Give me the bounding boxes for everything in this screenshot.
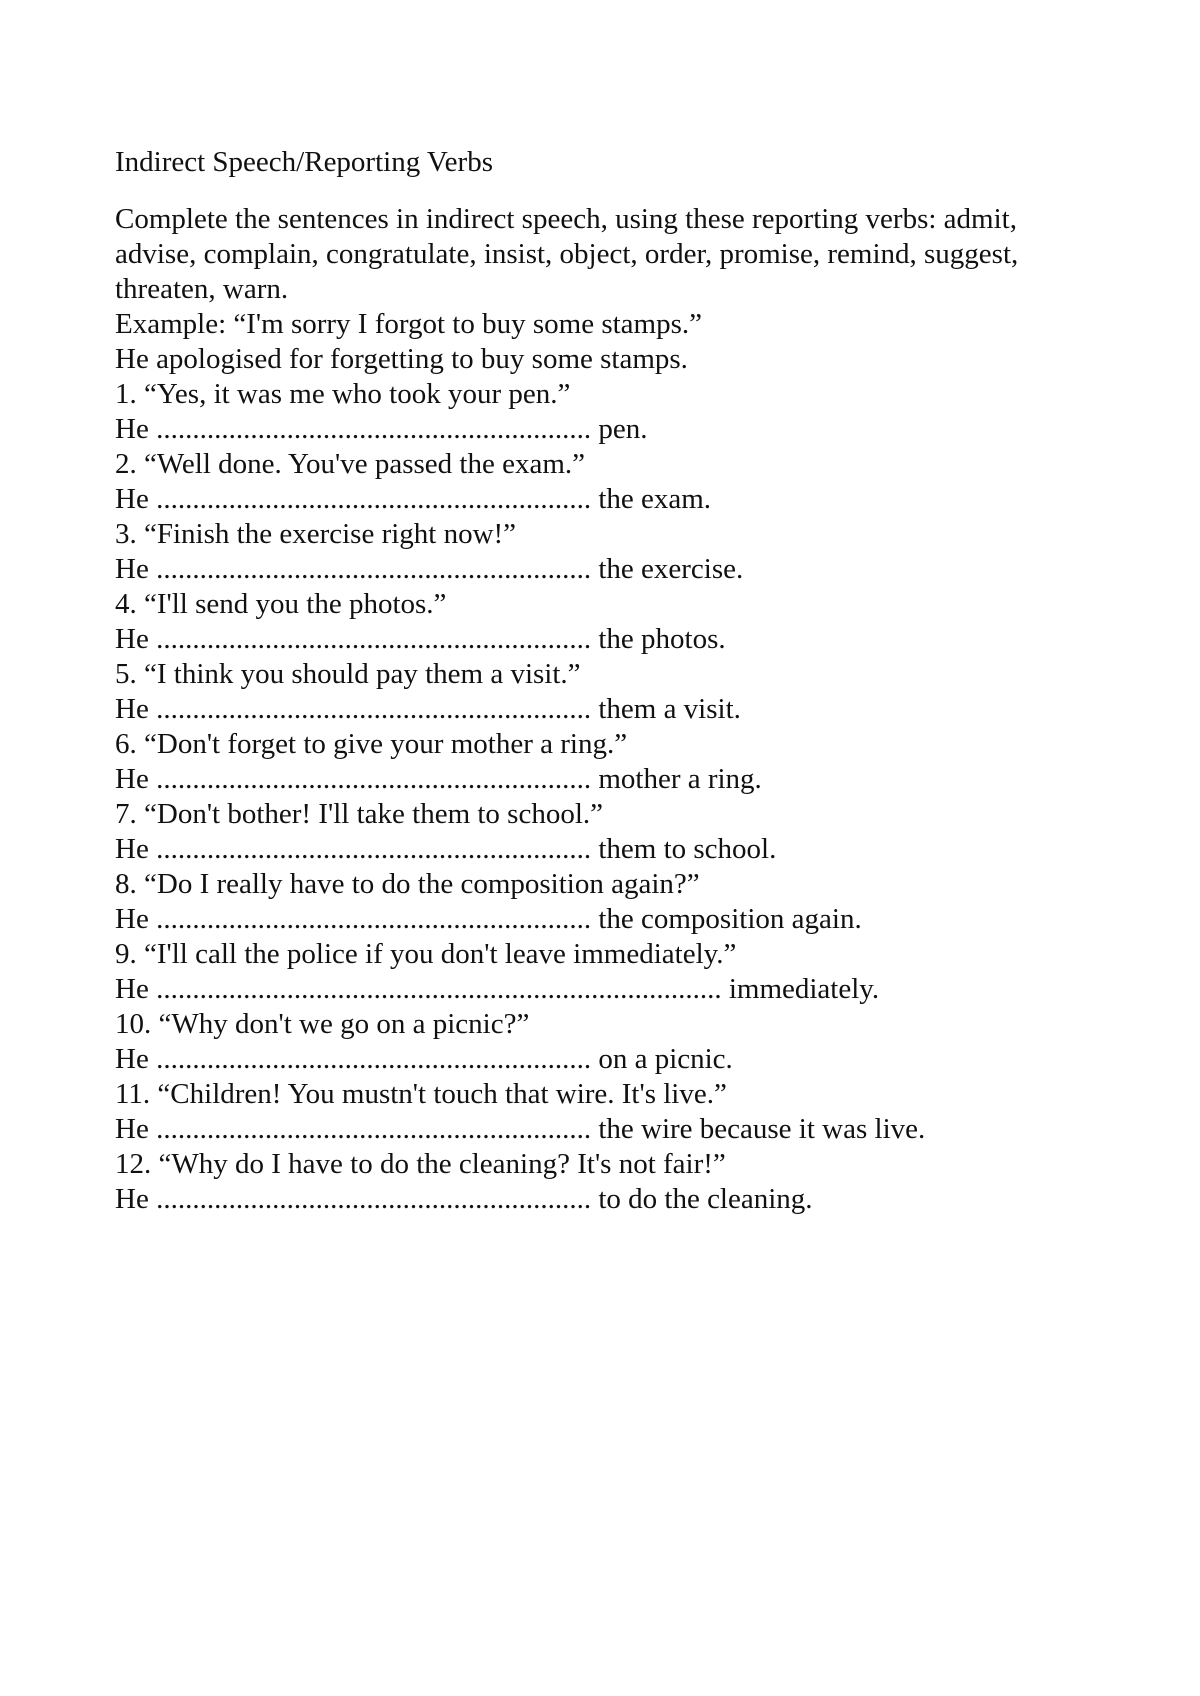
answer-line [115,902,1115,937]
exercise-quote: 12. “Why do I have to do the cleaning? It's not fair!” [115,1148,726,1180]
answer-prefix: He [115,693,149,725]
answer-blank[interactable]: .............................................................................. [156,973,722,1005]
answer-blank[interactable]: ............................................................ [156,903,592,935]
exercise-quote: 7. “Don't bother! I'll take them to school.” [115,798,604,830]
instructions [115,202,1115,307]
worksheet [115,142,1115,1217]
answer-ending: on a picnic. [598,1043,733,1075]
answer-blank[interactable]: ............................................................ [156,763,592,795]
answer-prefix: He [115,903,149,935]
exercise-quote: 9. “I'll call the police if you don't leave immediately.” [115,938,737,970]
answer-ending: the exam. [598,483,712,515]
exercise-quote: 5. “I think you should pay them a visit.” [115,658,581,690]
answer-ending: the composition again. [598,903,862,935]
answer-prefix: He [115,833,149,865]
answer-prefix: He [115,1043,149,1075]
answer-line [115,972,1115,1007]
answer-prefix: He [115,413,149,445]
answer-prefix: He [115,1183,149,1215]
exercise-quote: 3. “Finish the exercise right now!” [115,518,517,550]
example-answer: He apologised for forgetting to buy some stamps. [115,343,688,375]
answer-blank[interactable]: ............................................................ [156,693,592,725]
exercise-quote: 1. “Yes, it was me who took your pen.” [115,378,571,410]
answer-line [115,552,1115,587]
exercise-quote: 2. “Well done. You've passed the exam.” [115,448,586,480]
answer-ending: mother a ring. [598,763,762,795]
answer-blank[interactable]: ............................................................ [156,553,592,585]
answer-blank[interactable]: ............................................................ [156,623,592,655]
answer-prefix: He [115,1113,149,1145]
answer-line [115,1042,1115,1077]
answer-line [115,482,1115,517]
answer-blank[interactable]: ............................................................ [156,1043,592,1075]
answer-ending: the wire because it was live. [598,1113,926,1145]
answer-prefix: He [115,763,149,795]
answer-line [115,762,1115,797]
answer-line [115,412,1115,447]
answer-prefix: He [115,623,149,655]
answer-prefix: He [115,553,149,585]
answer-prefix: He [115,973,149,1005]
instructions-line: advise, complain, congratulate, insist, object, order, promise, remind, suggest, [115,238,1019,270]
answer-line [115,1182,1115,1217]
example-quote: Example: “I'm sorry I forgot to buy some stamps.” [115,308,702,340]
worksheet-title: Indirect Speech/Reporting Verbs [115,146,493,178]
answer-ending: the exercise. [598,553,744,585]
instructions-line: Complete the sentences in indirect speech, using these reporting verbs: admit, [115,203,1017,235]
answer-line [115,692,1115,727]
exercise-quote: 6. “Don't forget to give your mother a ring.” [115,728,628,760]
answer-line [115,832,1115,867]
exercise-list [115,377,1115,1217]
answer-ending: them a visit. [598,693,741,725]
answer-ending: immediately. [728,973,880,1005]
exercise-quote: 11. “Children! You mustn't touch that wire. It's live.” [115,1078,727,1110]
answer-blank[interactable]: ............................................................ [156,483,592,515]
exercise-quote: 4. “I'll send you the photos.” [115,588,447,620]
answer-blank[interactable]: ............................................................ [156,833,592,865]
answer-ending: pen. [598,413,648,445]
answer-blank[interactable]: ............................................................ [156,1183,592,1215]
exercise-quote: 10. “Why don't we go on a picnic?” [115,1008,530,1040]
answer-line [115,1112,1115,1147]
exercise-quote: 8. “Do I really have to do the composition again?” [115,868,700,900]
answer-blank[interactable]: ............................................................ [156,413,592,445]
answer-blank[interactable]: ............................................................ [156,1113,592,1145]
answer-prefix: He [115,483,149,515]
answer-ending: the photos. [598,623,726,655]
answer-line [115,622,1115,657]
answer-ending: them to school. [598,833,777,865]
answer-ending: to do the cleaning. [598,1183,813,1215]
instructions-line: threaten, warn. [115,273,289,305]
